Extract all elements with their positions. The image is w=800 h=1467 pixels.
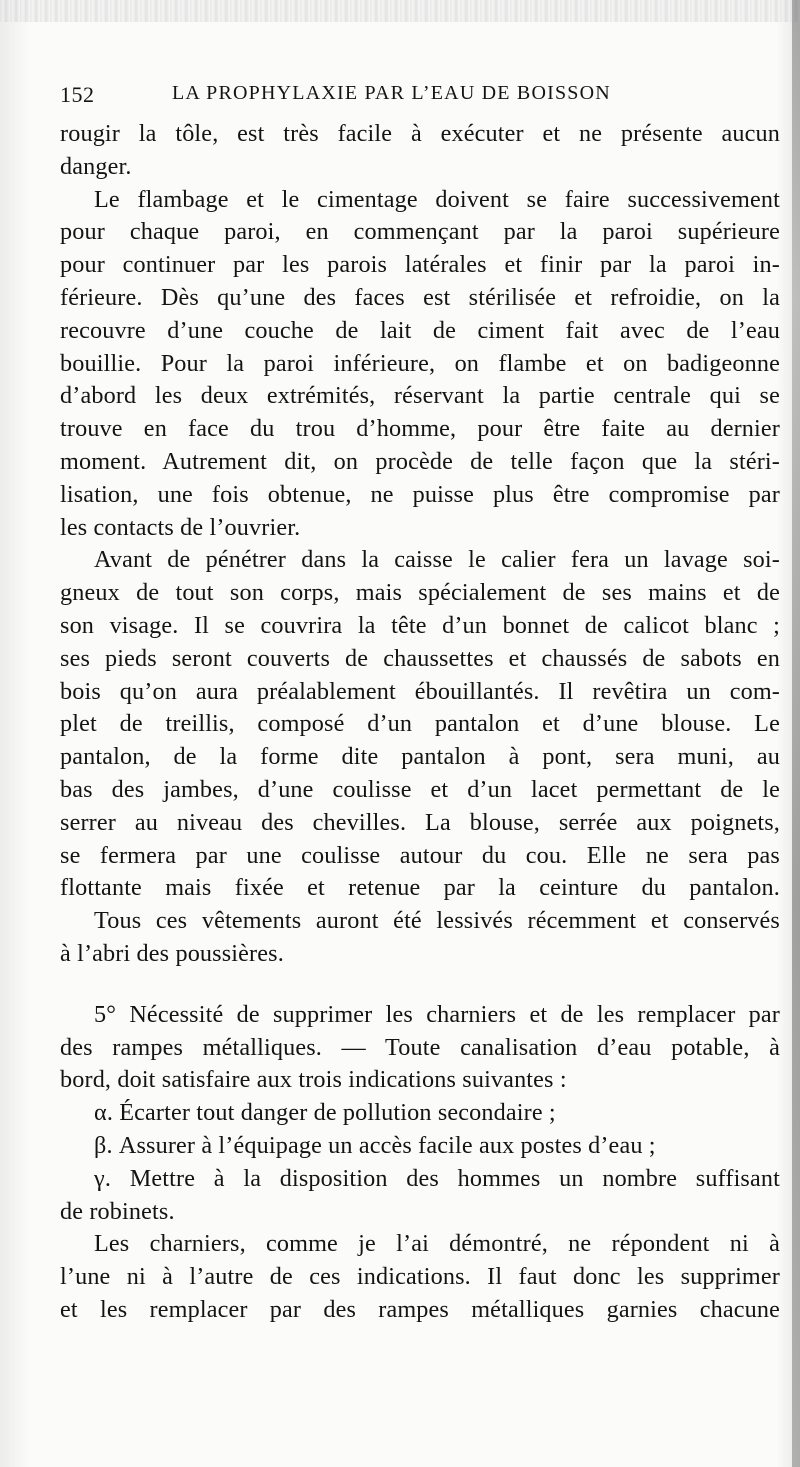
running-header bbox=[60, 82, 700, 112]
body-line: α. Écarter tout danger de pollution secondaire ; bbox=[94, 1099, 556, 1127]
body-line: d’abord les deux extrémités, réservant la partie centrale qui se bbox=[60, 382, 780, 410]
body-line: gneux de tout son corps, mais spécialement de ses mains et de bbox=[60, 579, 780, 607]
body-line: de robinets. bbox=[60, 1197, 175, 1225]
body-line: bouillie. Pour la paroi inférieure, on flambe et on badigeonne bbox=[60, 349, 780, 377]
body-line: les contacts de l’ouvrier. bbox=[60, 513, 301, 541]
body-line: son visage. Il se couvrira la tête d’un bonnet de calicot blanc ; bbox=[60, 611, 780, 639]
body-line: Les charniers, comme je l’ai démontré, ne répondent ni à bbox=[94, 1230, 780, 1258]
body-line: bord, doit satisfaire aux trois indications suivantes : bbox=[60, 1066, 567, 1094]
body-line: recouvre d’une couche de lait de ciment fait avec de l’eau bbox=[60, 316, 780, 344]
body-line: pour continuer par les parois latérales et finir par la paroi in- bbox=[60, 251, 780, 279]
body-line: β. Assurer à l’équipage un accès facile aux postes d’eau ; bbox=[94, 1131, 656, 1159]
body-line: des rampes métalliques. — Toute canalisation d’eau potable, à bbox=[60, 1033, 780, 1061]
body-line: danger. bbox=[60, 152, 132, 180]
scan-right-edge bbox=[792, 0, 800, 1467]
body-line: ses pieds seront couverts de chaussettes et chaussés de sabots en bbox=[60, 644, 780, 672]
body-line: férieure. Dès qu’une des faces est stérilisée et refroidie, on la bbox=[60, 283, 780, 311]
body-line: Avant de pénétrer dans la caisse le calier fera un lavage soi- bbox=[94, 546, 780, 574]
body-line: moment. Autrement dit, on procède de telle façon que la stéri- bbox=[60, 447, 780, 475]
body-line: trouve en face du trou d’homme, pour être faite au dernier bbox=[60, 415, 780, 443]
body-line: serrer au niveau des chevilles. La blouse, serrée aux poignets, bbox=[60, 808, 780, 836]
section-gap bbox=[60, 971, 780, 999]
body-line: lisation, une fois obtenue, ne puisse plus être compromise par bbox=[60, 480, 780, 508]
running-title: LA PROPHYLAXIE PAR L’EAU DE BOISSON bbox=[172, 82, 611, 104]
body-line: bois qu’on aura préalablement ébouillantés. Il revêtira un com- bbox=[60, 677, 780, 705]
body-line: pour chaque paroi, en commençant par la paroi supérieure bbox=[60, 218, 780, 246]
body-line: bas des jambes, d’une coulisse et d’un lacet permettant de le bbox=[60, 775, 780, 803]
body-line: à l’abri des poussières. bbox=[60, 939, 284, 967]
body-line: se fermera par une coulisse autour du cou. Elle ne sera pas bbox=[60, 841, 780, 869]
body-line: plet de treillis, composé d’un pantalon et d’une blouse. Le bbox=[60, 710, 780, 738]
body-line: et les remplacer par des rampes métalliques garnies chacune bbox=[60, 1295, 780, 1323]
body-line: flottante mais fixée et retenue par la ceinture du pantalon. bbox=[60, 874, 780, 902]
body-line: Tous ces vêtements auront été lessivés récemment et conservés bbox=[94, 907, 780, 935]
body-line: 5° Nécessité de supprimer les charniers et de les remplacer par bbox=[94, 1000, 780, 1028]
body-line: rougir la tôle, est très facile à exécuter et ne présente aucun bbox=[60, 120, 780, 147]
page-number: 152 bbox=[60, 82, 95, 107]
body-line: l’une ni à l’autre de ces indications. Il faut donc les supprimer bbox=[60, 1263, 780, 1291]
scan-top-edge bbox=[0, 0, 800, 22]
body-line: γ. Mettre à la disposition des hommes un nombre suffisant bbox=[94, 1164, 780, 1192]
body-line: pantalon, de la forme dite pantalon à pont, sera muni, au bbox=[60, 743, 780, 771]
body-text bbox=[60, 118, 780, 1327]
body-line: Le flambage et le cimentage doivent se faire successivement bbox=[94, 185, 780, 213]
